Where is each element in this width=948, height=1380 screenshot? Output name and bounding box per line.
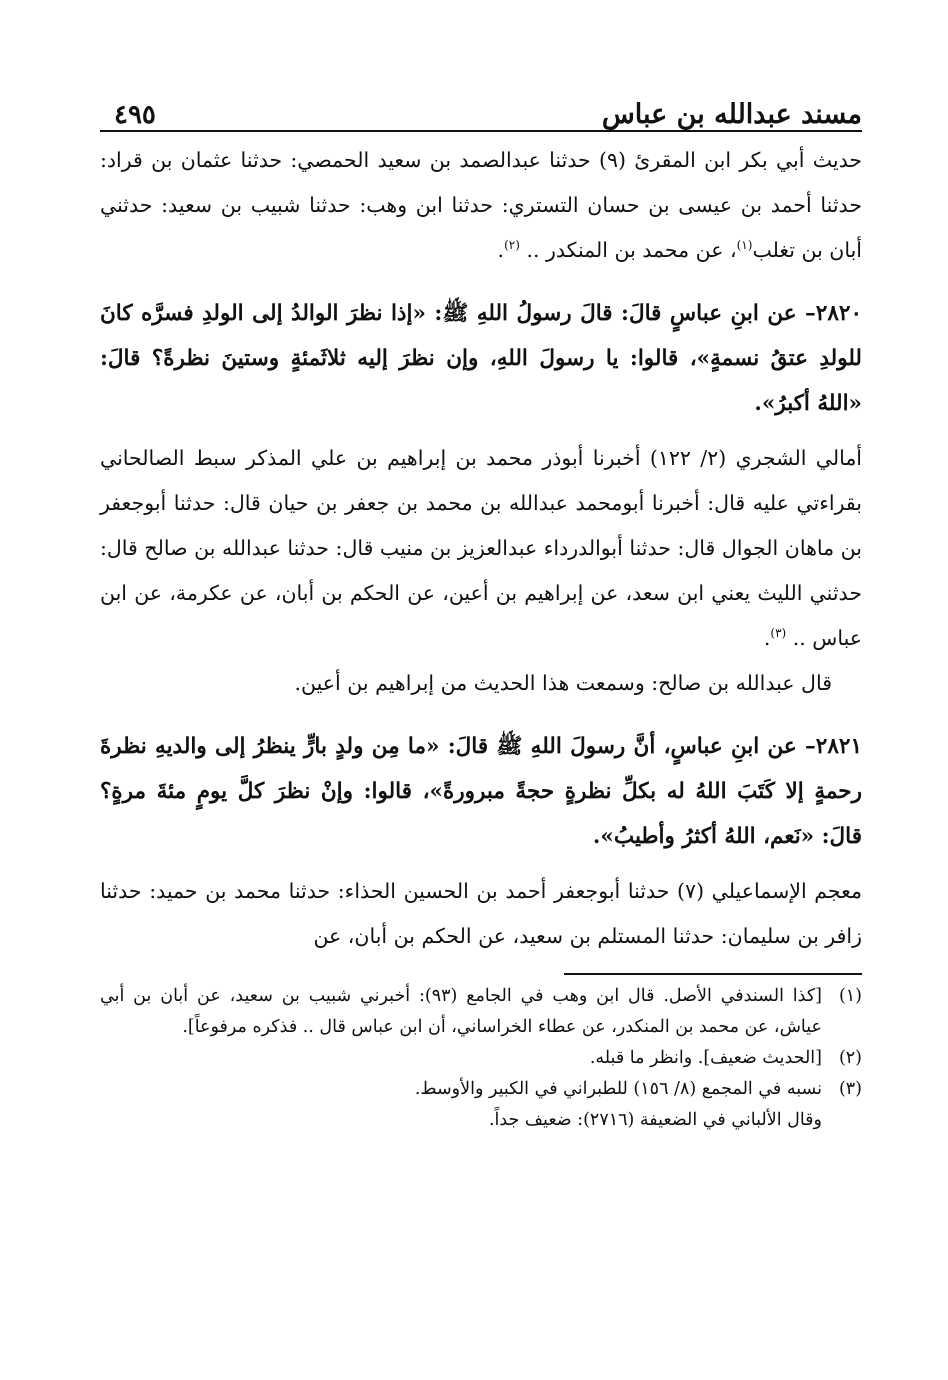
footnote-2	[100, 1043, 862, 1074]
footnote-number: (١)	[838, 986, 862, 1006]
footnotes	[100, 981, 862, 1136]
footnote-divider	[564, 973, 862, 975]
page-number: ٤٩٥	[114, 100, 156, 130]
text-run: ، عن محمد بن المنكدر ..	[526, 238, 737, 262]
footnote-text: [كذا السندفي الأصل. قال ابن وهب في الجامع (٩٣): أخبرني شبيب بن سعيد، عن أبان بن أبي عياش، عن محمد بن المنكدر، عن عطاء الخراساني، أن ابن عباس قال .. فذكره مرفوعاً].	[100, 986, 822, 1037]
text-run: حديث أبي بكر ابن المقرئ (٩) حدثنا عبدالصمد بن سعيد الحمصي: حدثنا عثمان بن قراد: حدثنا أحمد بن عيسى بن حسان التستري: حدثنا ابن وهب: حدثنا شبيب بن سعيد: حدثني أبان بن تغلب	[100, 148, 862, 262]
footnote-ref-2[interactable]: (٢)	[504, 238, 520, 253]
text-run: أمالي الشجري (٢/ ١٢٢) أخبرنا أبوذر محمد بن إبراهيم بن علي المذكر سبط الصالحاني بقراءتي عليه قال: أخبرنا أبومحمد عبدالله بن محمد بن جعفر بن حيان قال: حدثنا أبوجعفر بن ماهان الجوال قال: حدثنا أبوالدرداء عبدالعزيز بن منيب قال: حدثنا عبدالله بن صالح قال: حدثني الليث يعني ابن سعد، عن إبراهيم بن أعين، عن الحكم بن أبان، عن عكرمة، عن ابن عباس ..	[100, 446, 862, 650]
text-run: .	[763, 626, 771, 650]
running-title: مسند عبدالله بن عباس	[601, 99, 862, 130]
footnote-text: [الحديث ضعيف]. وانظر ما قبله.	[589, 1048, 822, 1068]
paragraph-isnad-2	[100, 436, 862, 661]
book-page	[100, 82, 862, 1136]
footnote-ref-3[interactable]: (٣)	[770, 626, 787, 641]
footnote-number: (٢)	[838, 1048, 862, 1068]
paragraph-note: قال عبدالله بن صالح: وسمعت هذا الحديث من إبراهيم بن أعين.	[294, 671, 832, 695]
footnote-3-continuation: وقال الألباني في الضعيفة (٢٧١٦): ضعيف جداً.	[488, 1110, 822, 1130]
paragraph-isnad-1	[100, 138, 862, 273]
footnote-1	[100, 981, 862, 1043]
footnote-ref-1[interactable]: (١)	[736, 238, 753, 253]
hadith-2821: ٢٨٢١– عن ابنِ عباسٍ، أنَّ رسولَ اللهِ ﷺ قالَ: «ما مِن ولدٍ بارٍّ ينظرُ إلى والديهِ نظرةَ رحمةٍ إلا كَتَبَ اللهُ له بكلِّ نظرةٍ حجةً مبرورةً»، قالوا: وإنْ نظرَ كلَّ يومٍ مئةَ مرةٍ؟ قالَ: «نَعم، اللهُ أكثرُ وأطيبُ».	[100, 734, 862, 849]
page-header	[100, 82, 862, 132]
paragraph-isnad-3: معجم الإسماعيلي (٧) حدثنا أبوجعفر أحمد بن الحسين الحذاء: حدثنا محمد بن حميد: حدثنا زافر بن سليمان: حدثنا المستلم بن سعيد، عن الحكم بن أبان، عن	[100, 879, 863, 948]
text-run: .	[497, 238, 505, 262]
footnote-number: (٣)	[838, 1079, 862, 1099]
footnote-3	[100, 1074, 862, 1105]
footnote-text: نسبه في المجمع (٨/ ١٥٦) للطبراني في الكبير والأوسط.	[414, 1079, 822, 1099]
page-body	[100, 138, 862, 959]
hadith-2820: ٢٨٢٠– عن ابنِ عباسٍ قالَ: قالَ رسولُ اللهِ ﷺ: «إذا نظرَ الوالدُ إلى الولدِ فسرَّه كانَ للولدِ عتقُ نسمةٍ»، قالوا: يا رسولَ اللهِ، وإن نظرَ إليه ثلاثَمئةٍ وستينَ نظرةً؟ قالَ: «اللهُ أكبرُ».	[100, 301, 862, 416]
